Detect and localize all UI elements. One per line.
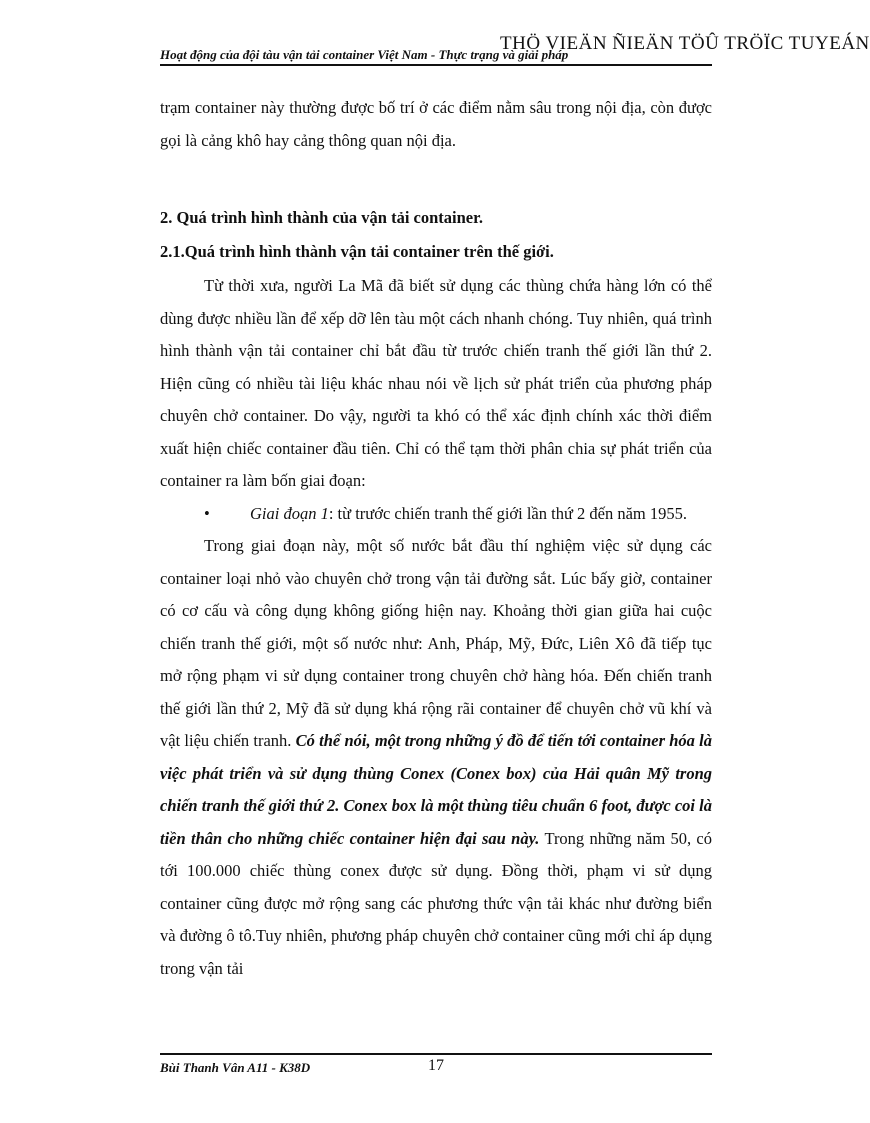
- bullet-symbol: •: [204, 503, 210, 523]
- intro-paragraph: trạm container này thường được bố trí ở các điểm nằm sâu trong nội địa, còn được gọi là cảng khô hay cảng thông quan nội địa.: [160, 98, 712, 150]
- footer-divider: [160, 1053, 712, 1055]
- paragraph-text-end: Trong những năm 50, có tới 100.000 chiếc thùng conex được sử dụng. Đồng thời, phạm vi sử dụng container cũng được mở rộng sang các phương thức vận tải khác như đường biển và đường ô tô.Tuy nhiên, phương pháp chuyên chở container cũng mới chỉ áp dụng trong vận tải: [160, 828, 713, 978]
- header-divider: [160, 64, 712, 66]
- watermark-text: THÖ VIEÄN ÑIEÄN TÖÛ TRÖÏC TUYEÁN: [500, 33, 870, 54]
- bullet-description: : từ trước chiến tranh thế giới lần thứ 2 đến năm 1955.: [328, 503, 688, 523]
- bullet-label: Giai đoạn 1: [250, 503, 329, 523]
- bullet-text: [248, 498, 687, 531]
- stage-one-paragraph: [160, 530, 712, 985]
- bullet-item: [160, 498, 712, 531]
- history-paragraph: Từ thời xưa, người La Mã đã biết sử dụng các thùng chứa hàng lớn có thể dùng được nhiều lần để xếp dỡ lên tàu một cách nhanh chóng. Tuy nhiên, quá trình hình thành vận tải container chỉ bắt đầu từ trước chiến tranh thế giới lần thứ 2. Hiện cũng có nhiều tài liệu khác nhau nói về lịch sử phát triển của phương pháp chuyên chở container. Do vậy, người ta khó có thể xác định chính xác thời điểm xuất hiện chiếc container đầu tiên. Chỉ có thể tạm thời phân chia sự phát triển của container ra làm bốn giai đoạn:: [160, 276, 712, 490]
- paragraph-text-start: Trong giai đoạn này, một số nước bắt đầu thí nghiệm việc sử dụng các container loại nhỏ vào chuyên chở trong vận tải đường sắt. Lúc bấy giờ, container có cơ cấu và công dụng không giống hiện nay. Khoảng thời gian giữa hai cuộc chiến tranh thế giới, một số nước như: Anh, Pháp, Mỹ, Đức, Liên Xô đã tiếp tục mở rộng phạm vi sử dụng container trong chuyên chở hàng hóa. Đến chiến tranh thế giới lần thứ 2, Mỹ đã sử dụng khá rộng rãi container để chuyên chở vũ khí và vật liệu chiến tranh.: [160, 536, 712, 750]
- subsection-heading: 2.1.Quá trình hình thành vận tải container trên thế giới.: [160, 242, 554, 261]
- section-heading: 2. Quá trình hình thành của vận tải container.: [160, 208, 484, 227]
- document-body: [160, 92, 712, 985]
- paragraph-emphasis: Có thể nói, một trong những ý đồ để tiến tới container hóa là việc phát triển và sử dụng thùng Conex (Conex box) của Hải quân Mỹ trong chiến tranh thế giới thứ 2. Conex box là một thùng tiêu chuẩn 6 foot, được coi là tiền thân cho những chiếc container hiện đại sau này.: [160, 731, 712, 848]
- running-header: Hoạt động của đội tàu vận tải container Việt Nam - Thực trạng và giải pháp: [160, 47, 569, 62]
- footer-author: Bùi Thanh Vân A11 - K38D: [160, 1060, 311, 1075]
- page-number: 17: [428, 1057, 444, 1074]
